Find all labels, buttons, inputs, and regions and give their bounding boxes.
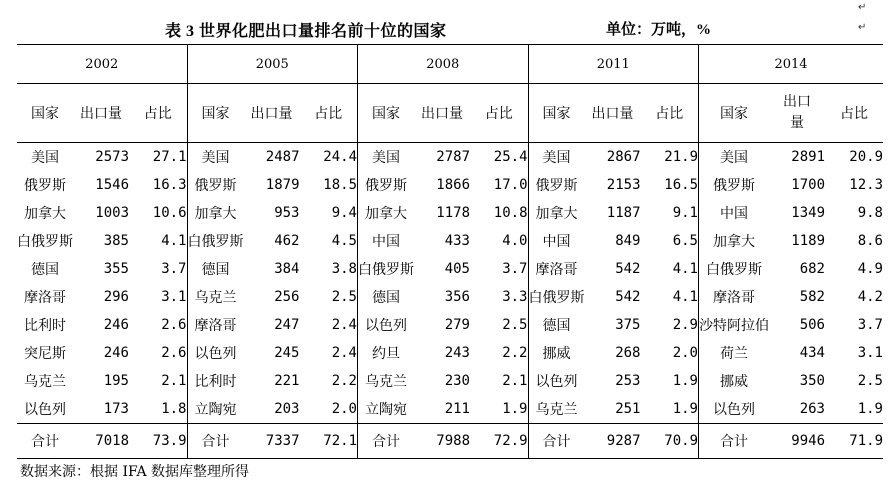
total-volume: 7988 — [414, 424, 470, 459]
total-label: 合计 — [528, 424, 585, 459]
volume-cell: 1178 — [436, 205, 470, 221]
country-cell: 美国 — [699, 143, 770, 172]
total-row — [17, 424, 883, 459]
share-cell: 4.2 — [857, 289, 883, 305]
country-header: 国家 — [699, 84, 770, 143]
share-cell: 21.9 — [664, 149, 698, 165]
volume-cell: 246 — [103, 345, 129, 361]
share-cell: 6.5 — [672, 233, 698, 249]
country-cell: 俄罗斯 — [187, 171, 244, 199]
volume-cell: 1866 — [436, 177, 470, 193]
country-cell: 美国 — [31, 150, 59, 166]
share-cell: 3.7 — [857, 317, 883, 333]
table-row — [17, 311, 883, 339]
volume-cell: 251 — [615, 401, 641, 417]
volume-header: 出口量 — [769, 84, 825, 143]
country-cell: 俄罗斯 — [358, 171, 415, 199]
share-cell: 2.2 — [502, 345, 528, 361]
column-header-row — [17, 84, 883, 143]
year-header: 2002 — [17, 45, 187, 84]
total-volume: 9946 — [769, 424, 825, 459]
volume-cell: 243 — [444, 345, 470, 361]
country-cell: 挪威 — [528, 339, 585, 367]
year-header: 2008 — [358, 45, 529, 84]
volume-cell: 542 — [615, 289, 641, 305]
country-cell: 以色列 — [699, 395, 770, 424]
volume-cell: 849 — [615, 233, 641, 249]
volume-cell: 296 — [103, 289, 129, 305]
volume-cell: 356 — [444, 289, 470, 305]
year-header: 2011 — [528, 45, 699, 84]
volume-cell: 350 — [799, 373, 825, 389]
country-header: 国家 — [17, 84, 73, 143]
country-header: 国家 — [358, 84, 415, 143]
share-cell: 1.9 — [857, 401, 883, 417]
volume-cell: 506 — [799, 317, 825, 333]
share-cell: 9.8 — [857, 205, 883, 221]
volume-cell: 256 — [274, 289, 300, 305]
volume-cell: 1700 — [791, 177, 825, 193]
share-cell: 2.2 — [331, 373, 357, 389]
volume-cell: 2787 — [436, 149, 470, 165]
total-volume: 7018 — [73, 424, 129, 459]
volume-cell: 384 — [274, 261, 300, 277]
country-cell: 以色列 — [24, 402, 66, 418]
share-cell: 3.1 — [857, 345, 883, 361]
share-cell: 2.6 — [161, 317, 187, 333]
volume-cell: 245 — [274, 345, 300, 361]
share-cell: 4.0 — [502, 233, 528, 249]
volume-header: 出口量 — [414, 84, 470, 143]
volume-cell: 2153 — [606, 177, 641, 193]
total-label: 合计 — [17, 424, 73, 459]
share-cell: 2.5 — [331, 289, 357, 305]
total-label: 合计 — [358, 424, 415, 459]
volume-cell: 385 — [103, 233, 129, 249]
volume-cell: 434 — [799, 345, 825, 361]
country-cell: 乌克兰 — [528, 395, 585, 424]
table-row — [17, 227, 883, 255]
share-header: 占比 — [825, 84, 883, 143]
volume-cell: 268 — [615, 345, 641, 361]
total-label: 合计 — [187, 424, 244, 459]
volume-cell: 203 — [274, 401, 300, 417]
year-header: 2005 — [187, 45, 358, 84]
country-header: 国家 — [528, 84, 585, 143]
share-cell: 1.9 — [672, 401, 698, 417]
share-cell: 2.1 — [161, 373, 187, 389]
share-cell: 2.5 — [857, 373, 883, 389]
volume-cell: 462 — [274, 233, 300, 249]
volume-cell: 253 — [615, 373, 641, 389]
volume-cell: 2867 — [606, 149, 641, 165]
share-header: 占比 — [129, 84, 187, 143]
volume-cell: 221 — [274, 373, 300, 389]
total-share: 70.9 — [641, 424, 699, 459]
source-note: 数据来源：根据 IFA 数据库整理所得 — [20, 464, 250, 480]
share-cell: 16.5 — [664, 177, 698, 193]
volume-cell: 953 — [274, 205, 300, 221]
volume-cell: 1187 — [606, 205, 641, 221]
volume-header: 出口量 — [585, 84, 641, 143]
volume-cell: 263 — [799, 401, 825, 417]
year-header: 2014 — [699, 45, 884, 84]
table-row — [17, 395, 883, 424]
volume-cell: 279 — [444, 317, 470, 333]
total-share: 72.1 — [300, 424, 358, 459]
volume-cell: 405 — [444, 261, 470, 277]
total-share: 71.9 — [825, 424, 883, 459]
volume-cell: 582 — [799, 289, 825, 305]
country-header: 国家 — [187, 84, 244, 143]
share-cell: 25.4 — [493, 149, 528, 165]
volume-cell: 433 — [444, 233, 470, 249]
country-cell: 以色列 — [358, 311, 415, 339]
country-cell: 俄罗斯 — [528, 171, 585, 199]
share-cell: 4.1 — [161, 233, 187, 249]
table-row — [17, 171, 883, 199]
volume-header: 出口量 — [244, 84, 300, 143]
share-cell: 4.1 — [672, 261, 698, 277]
volume-cell: 2891 — [791, 149, 825, 165]
share-cell: 2.6 — [161, 345, 187, 361]
share-header: 占比 — [641, 84, 699, 143]
volume-cell: 1349 — [791, 205, 825, 221]
country-cell: 白俄罗斯 — [358, 255, 415, 283]
share-cell: 1.8 — [161, 401, 187, 417]
share-cell: 4.1 — [672, 289, 698, 305]
country-cell: 加拿大 — [528, 199, 585, 227]
country-cell: 立陶宛 — [187, 395, 244, 424]
share-cell: 1.9 — [672, 373, 698, 389]
country-cell: 德国 — [358, 283, 415, 311]
share-cell: 9.4 — [331, 205, 357, 221]
country-cell: 加拿大 — [358, 199, 415, 227]
country-cell: 白俄罗斯 — [528, 283, 585, 311]
share-cell: 3.3 — [502, 289, 528, 305]
share-cell: 9.1 — [672, 205, 698, 221]
share-cell: 4.5 — [331, 233, 357, 249]
volume-cell: 1879 — [265, 177, 300, 193]
share-cell: 2.1 — [502, 373, 528, 389]
share-cell: 20.9 — [849, 149, 883, 165]
share-cell: 2.9 — [672, 317, 698, 333]
total-volume: 9287 — [585, 424, 641, 459]
volume-cell: 1003 — [95, 205, 129, 221]
country-cell: 沙特阿拉伯 — [699, 311, 770, 339]
country-cell: 中国 — [358, 227, 415, 255]
country-cell: 立陶宛 — [358, 395, 415, 424]
country-cell: 突尼斯 — [24, 346, 66, 362]
country-cell: 加拿大 — [699, 227, 770, 255]
year-header-row — [17, 45, 883, 84]
total-share: 73.9 — [129, 424, 187, 459]
volume-cell: 173 — [103, 401, 129, 417]
volume-cell: 1189 — [791, 233, 825, 249]
country-cell: 加拿大 — [187, 199, 244, 227]
table-row — [17, 143, 883, 172]
country-cell: 中国 — [528, 227, 585, 255]
total-share: 72.9 — [470, 424, 528, 459]
unit-label: 单位：万吨，% — [606, 22, 712, 38]
table-row — [17, 255, 883, 283]
country-cell: 德国 — [528, 311, 585, 339]
share-cell: 27.1 — [152, 149, 187, 165]
volume-cell: 355 — [103, 261, 129, 277]
total-label: 合计 — [699, 424, 770, 459]
country-cell: 美国 — [528, 143, 585, 172]
country-cell: 以色列 — [187, 339, 244, 367]
share-cell: 2.0 — [672, 345, 698, 361]
share-cell: 10.6 — [152, 205, 187, 221]
table-row — [17, 367, 883, 395]
table-row — [17, 339, 883, 367]
share-cell: 10.8 — [493, 205, 528, 221]
country-cell: 乌克兰 — [24, 374, 66, 390]
country-cell: 摩洛哥 — [528, 255, 585, 283]
table-row — [17, 283, 883, 311]
share-cell: 24.4 — [323, 149, 357, 165]
share-cell: 18.5 — [323, 177, 357, 193]
table-title: 表 3 世界化肥出口量排名前十位的国家 — [165, 23, 447, 40]
country-cell: 俄罗斯 — [24, 178, 66, 194]
volume-cell: 2573 — [95, 149, 129, 165]
volume-cell: 2487 — [265, 149, 300, 165]
volume-cell: 211 — [444, 401, 470, 417]
country-cell: 白俄罗斯 — [17, 234, 73, 250]
volume-cell: 1546 — [95, 177, 129, 193]
country-cell: 比利时 — [187, 367, 244, 395]
share-cell: 3.7 — [502, 261, 528, 277]
country-cell: 加拿大 — [24, 206, 66, 222]
share-cell: 3.8 — [331, 261, 357, 277]
country-cell: 摩洛哥 — [699, 283, 770, 311]
share-cell: 2.5 — [502, 317, 528, 333]
country-cell: 比利时 — [24, 318, 66, 334]
share-cell: 3.1 — [161, 289, 187, 305]
volume-header: 出口量 — [73, 84, 129, 143]
total-volume: 7337 — [244, 424, 300, 459]
country-cell: 约旦 — [358, 339, 415, 367]
table-caption — [0, 18, 896, 42]
country-cell: 白俄罗斯 — [699, 255, 770, 283]
fertilizer-export-table — [17, 44, 883, 459]
share-cell: 2.0 — [331, 401, 357, 417]
country-cell: 摩洛哥 — [187, 311, 244, 339]
volume-cell: 195 — [103, 373, 129, 389]
volume-cell: 375 — [615, 317, 641, 333]
country-cell: 白俄罗斯 — [187, 227, 244, 255]
share-cell: 4.9 — [857, 261, 883, 277]
volume-cell: 230 — [444, 373, 470, 389]
country-cell: 挪威 — [699, 367, 770, 395]
paragraph-mark-icon: ↵ — [858, 22, 867, 33]
share-cell: 17.0 — [493, 177, 528, 193]
country-cell: 荷兰 — [699, 339, 770, 367]
country-cell: 以色列 — [528, 367, 585, 395]
share-cell: 3.7 — [161, 261, 187, 277]
country-cell: 乌克兰 — [187, 283, 244, 311]
share-cell: 8.6 — [857, 233, 883, 249]
volume-cell: 247 — [274, 317, 300, 333]
share-header: 占比 — [470, 84, 528, 143]
table-row — [17, 199, 883, 227]
country-cell: 俄罗斯 — [699, 171, 770, 199]
country-cell: 德国 — [187, 255, 244, 283]
share-cell: 1.9 — [502, 401, 528, 417]
country-cell: 德国 — [31, 262, 59, 278]
country-cell: 乌克兰 — [358, 367, 415, 395]
share-header: 占比 — [300, 84, 358, 143]
volume-cell: 542 — [615, 261, 641, 277]
country-cell: 中国 — [699, 199, 770, 227]
share-cell: 2.4 — [331, 317, 357, 333]
country-cell: 摩洛哥 — [24, 290, 66, 306]
share-cell: 12.3 — [849, 177, 883, 193]
paragraph-mark-icon: ↵ — [858, 2, 867, 13]
volume-cell: 682 — [799, 261, 825, 277]
country-cell: 美国 — [187, 143, 244, 172]
share-cell: 2.4 — [331, 345, 357, 361]
volume-cell: 246 — [103, 317, 129, 333]
share-cell: 16.3 — [152, 177, 187, 193]
country-cell: 美国 — [358, 143, 415, 172]
